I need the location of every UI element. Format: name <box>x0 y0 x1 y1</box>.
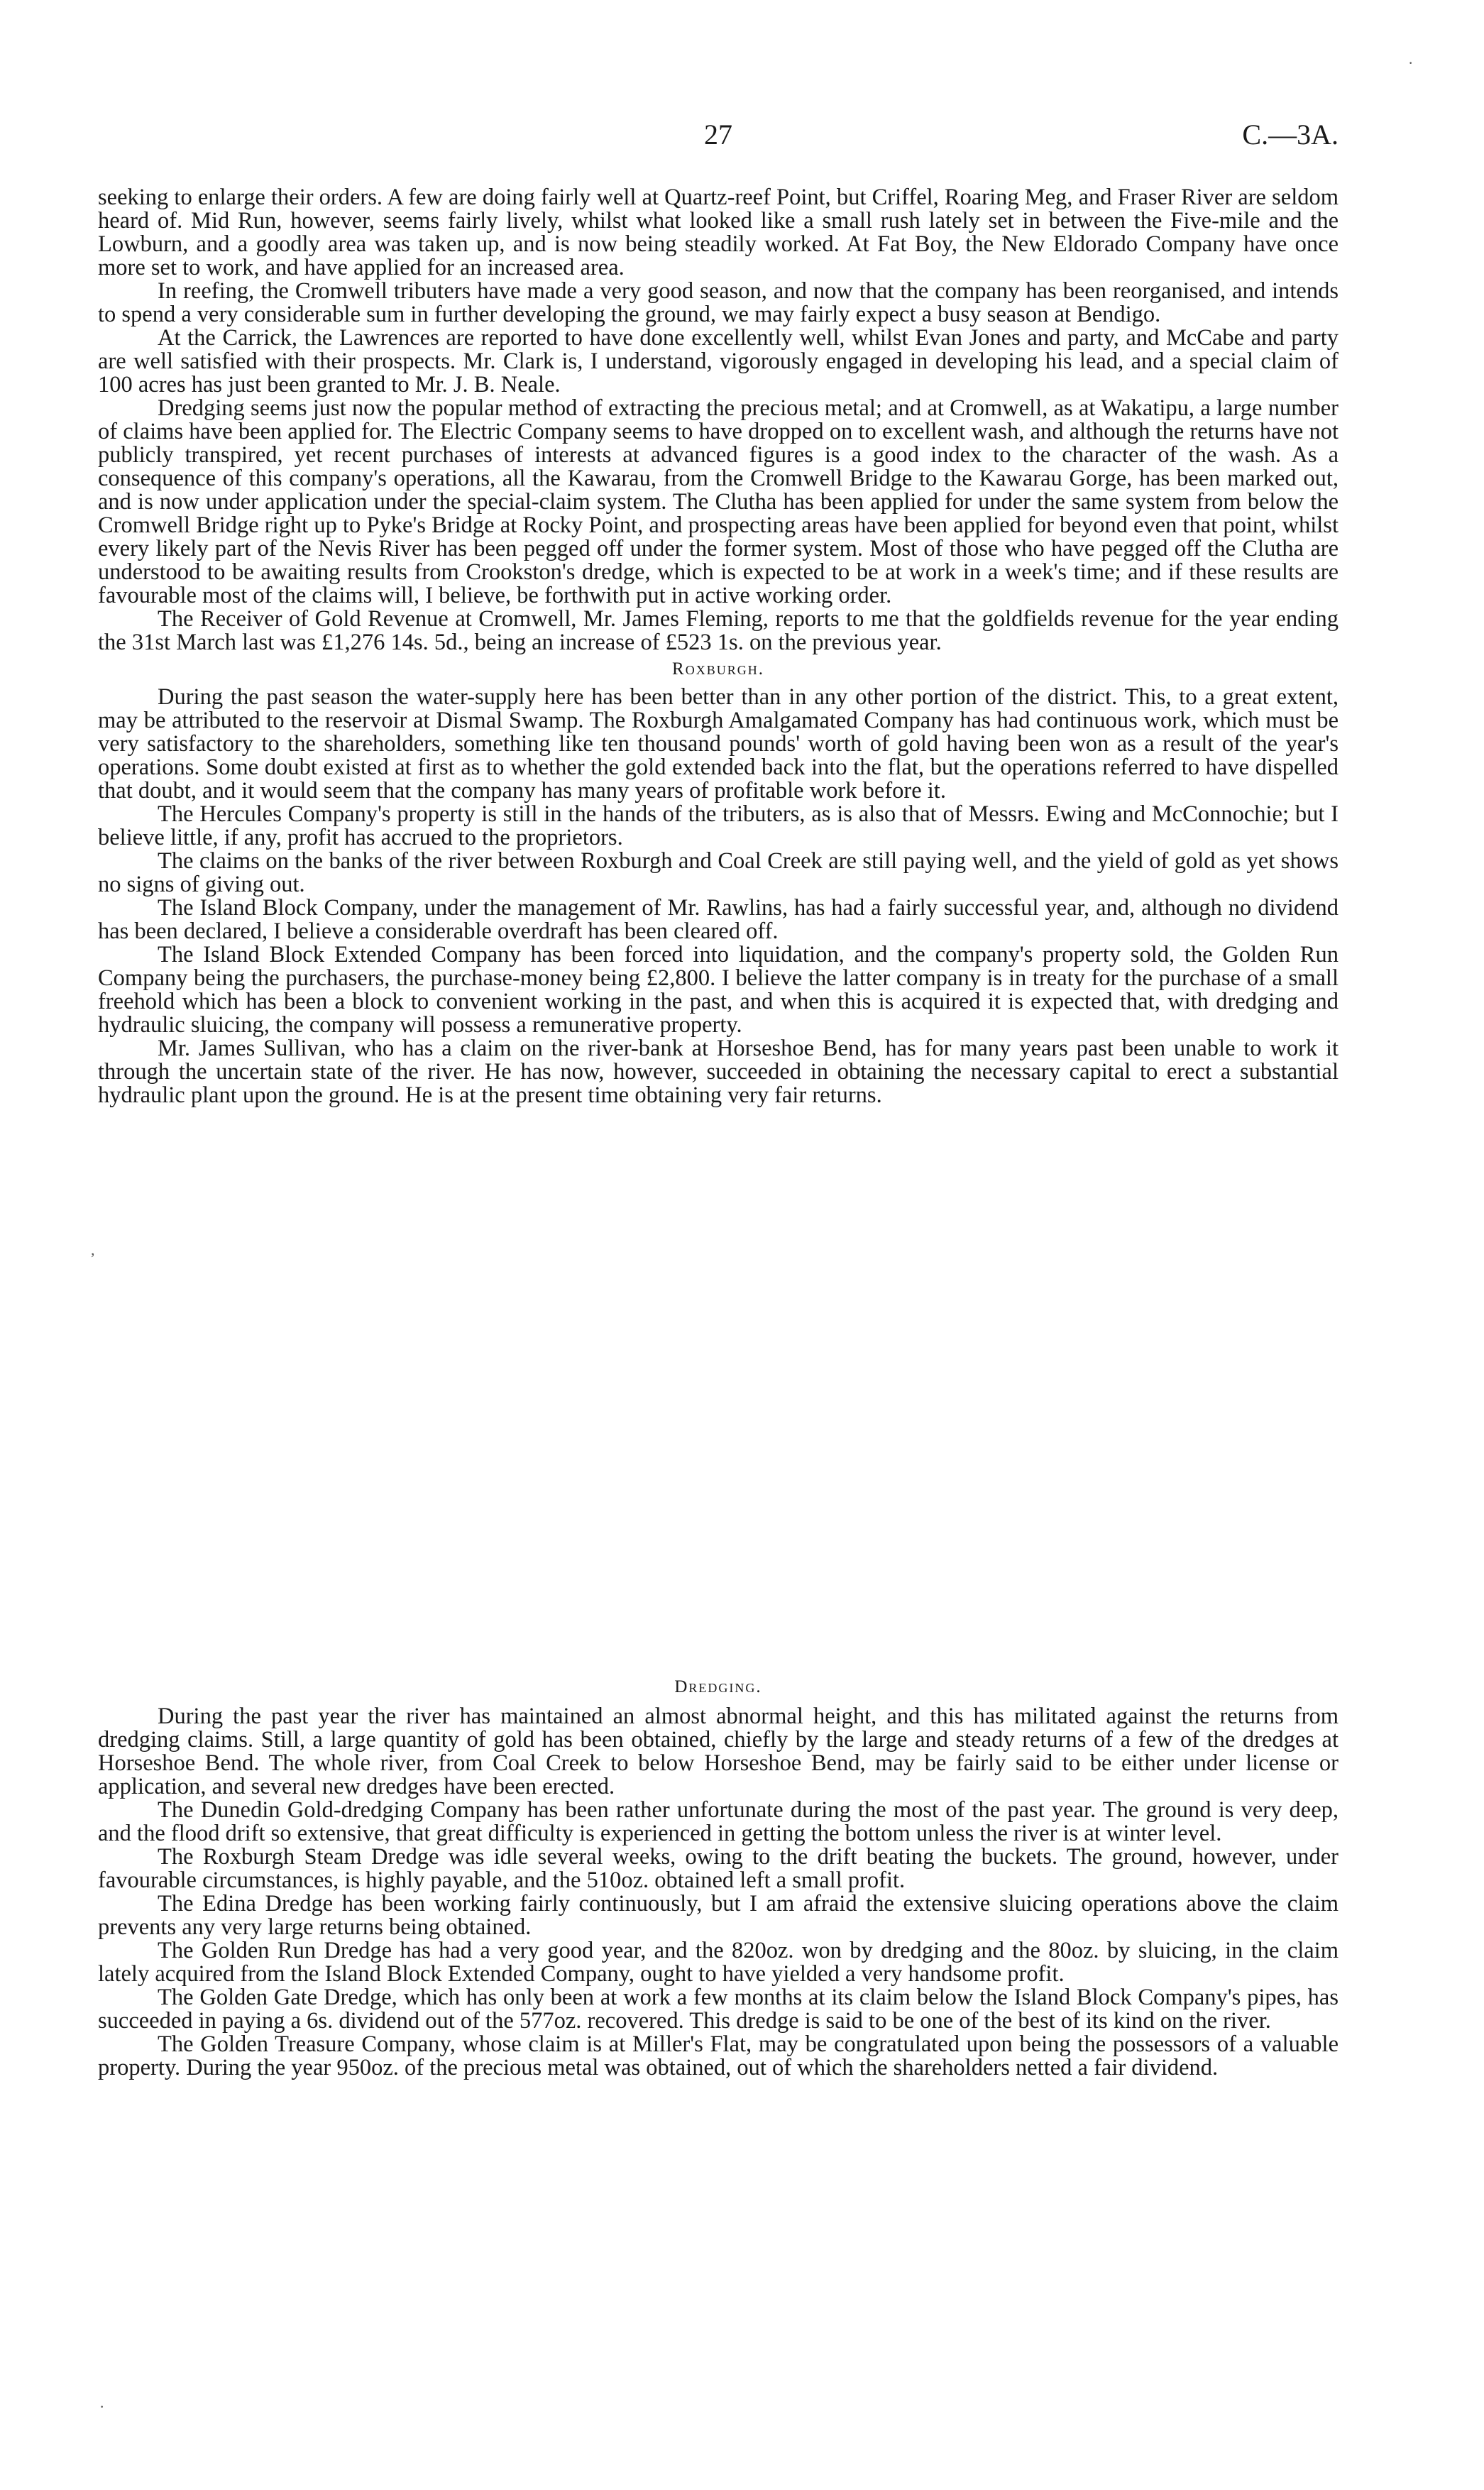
paragraph: The Golden Gate Dredge, which has only been at work a few months at its claim below the Island Block Company's pipes, has succeeded in paying a 6s. dividend out of the 577oz. recovered. This dredge is said to be one of the best of its kind on the river. <box>98 1985 1339 2034</box>
body-text-lower <box>98 1677 1339 2080</box>
page-header <box>98 114 1339 156</box>
page-number: 27 <box>704 119 732 150</box>
paragraph: In reefing, the Cromwell tributers have made a very good season, and now that the company has been reorganised, and intends to spend a very considerable sum in further developing the ground, we may fairly expect a busy season at Bendigo. <box>98 278 1339 327</box>
paragraph: During the past season the water-supply here has been better than in any other portion of the district. This, to a great extent, may be attributed to the reservoir at Dismal Swamp. The Roxburgh Amalgamated Company has had continuous work, which must be very satisfactory to the shareholders, something like ten thousand pounds' worth of gold having been won as a result of the year's operations. Some doubt existed at first as to whether the gold extended back into the flat, but the operations referred to have dispelled that doubt, and it would seem that the company has many years of profitable work before it. <box>98 684 1339 804</box>
paragraph: During the past year the river has maintained an almost abnormal height, and this has militated against the returns from dredging claims. Still, a large quantity of gold has been obtained, chiefly by the large and steady returns of a few of the dredges at Horseshoe Bend. The whole river, from Coal Creek to below Horseshoe Bend, may be fairly said to be either under license or application, and several new dredges have been erected. <box>98 1704 1339 1799</box>
section-heading-roxburgh: Roxburgh. <box>672 659 764 679</box>
paragraph: The Hercules Company's property is still in the hands of the tributers, as is also that of Messrs. Ewing and McConnochie; but I believe little, if any, profit has accrued to the proprietors. <box>98 801 1339 850</box>
body-text-upper <box>98 186 1339 1107</box>
paragraph: seeking to enlarge their orders. A few are doing fairly well at Quartz-reef Point, but Criffel, Roaring Meg, and Fraser River are seldom heard of. Mid Run, however, seems fairly lively, whilst what looked like a small rush lately set in between the Five-mile and the Lowburn, and a goodly area was taken up, and is now being steadily worked. At Fat Boy, the New Eldorado Company have once more set to work, and have applied for an increased area. <box>98 185 1339 280</box>
paragraph: The Golden Run Dredge has had a very good year, and the 820oz. won by dredging and the 80oz. by sluicing, in the claim lately acquired from the Island Block Extended Company, ought to have yielded a very handsome profit. <box>98 1938 1339 1987</box>
paragraph: The Dunedin Gold-dredging Company has been rather unfortunate during the most of the past year. The ground is very deep, and the flood drift so extensive, that great difficulty is experienced in getting the bottom unless the river is at winter level. <box>98 1797 1339 1846</box>
document-reference: C.—3A. <box>1242 119 1339 150</box>
paragraph: The Golden Treasure Company, whose claim is at Miller's Flat, may be congratulated upon being the possessors of a valuable property. During the year 950oz. of the precious metal was obtained, out of which the shareholders netted a fair dividend. <box>98 2031 1339 2080</box>
paragraph: Dredging seems just now the popular method of extracting the precious metal; and at Cromwell, as at Wakatipu, a large number of claims have been applied for. The Electric Company seems to have dropped on to excellent wash, and although the returns have not publicly transpired, yet recent purchases of interests at advanced figures is a good index to the character of the wash. As a consequence of this company's operations, all the Kawarau, from the Cromwell Bridge to the Kawarau Gorge, has been marked out, and is now under application under the special-claim system. The Clutha has been applied for under the same system from below the Cromwell Bridge right up to Pyke's Bridge at Rocky Point, and prospecting areas have been applied for beyond even that point, whilst every likely part of the Nevis River has been pegged off under the former system. Most of those who have pegged off the Clutha are understood to be awaiting results from Crookston's dredge, which is expected to be at work in a week's time; and if these results are favourable most of the claims will, I believe, be forthwith put in active working order. <box>98 395 1339 608</box>
paragraph: The Receiver of Gold Revenue at Cromwell, Mr. James Fleming, reports to me that the goldfields revenue for the year ending the 31st March last was £1,276 14s. 5d., being an increase of £523 1s. on the previous year. <box>98 606 1339 655</box>
paragraph: The claims on the banks of the river between Roxburgh and Coal Creek are still paying well, and the yield of gold as yet shows no signs of giving out. <box>98 848 1339 897</box>
scan-speck-mark: · <box>99 2398 105 2415</box>
paragraph: At the Carrick, the Lawrences are reported to have done excellently well, whilst Evan Jones and party, and McCabe and party are well satisfied with their prospects. Mr. Clark is, I understand, vigorously engaged in developing his lead, and a special claim of 100 acres has just been granted to Mr. J. B. Neale. <box>98 325 1339 397</box>
paragraph: The Edina Dredge has been working fairly continuously, but I am afraid the extensive sluicing operations above the claim prevents any very large returns being obtained. <box>98 1891 1339 1940</box>
scan-tick-mark: , <box>91 1241 95 1258</box>
scan-speck-mark: · <box>1408 54 1414 72</box>
section-heading-dredging: Dredging. <box>674 1677 762 1696</box>
paragraph: Mr. James Sullivan, who has a claim on the river-bank at Horseshoe Bend, has for many years past been unable to work it through the uncertain state of the river. He has now, however, succeeded in obtaining the necessary capital to erect a substantial hydraulic plant upon the ground. He is at the present time obtaining very fair returns. <box>98 1036 1339 1108</box>
paragraph: The Roxburgh Steam Dredge was idle several weeks, owing to the drift beating the buckets. The ground, however, under favourable circumstances, is highly payable, and the 510oz. obtained left a small profit. <box>98 1844 1339 1893</box>
paragraph: The Island Block Company, under the management of Mr. Rawlins, has had a fairly successful year, and, although no dividend has been declared, I believe a considerable overdraft has been cleared off. <box>98 895 1339 944</box>
paragraph: The Island Block Extended Company has been forced into liquidation, and the company's property sold, the Golden Run Company being the purchasers, the purchase-money being £2,800. I believe the latter company is in treaty for the purchase of a small freehold which has been a block to convenient working in the past, and when this is acquired it is expected that, with dredging and hydraulic sluicing, the company will possess a remunerative property. <box>98 942 1339 1038</box>
